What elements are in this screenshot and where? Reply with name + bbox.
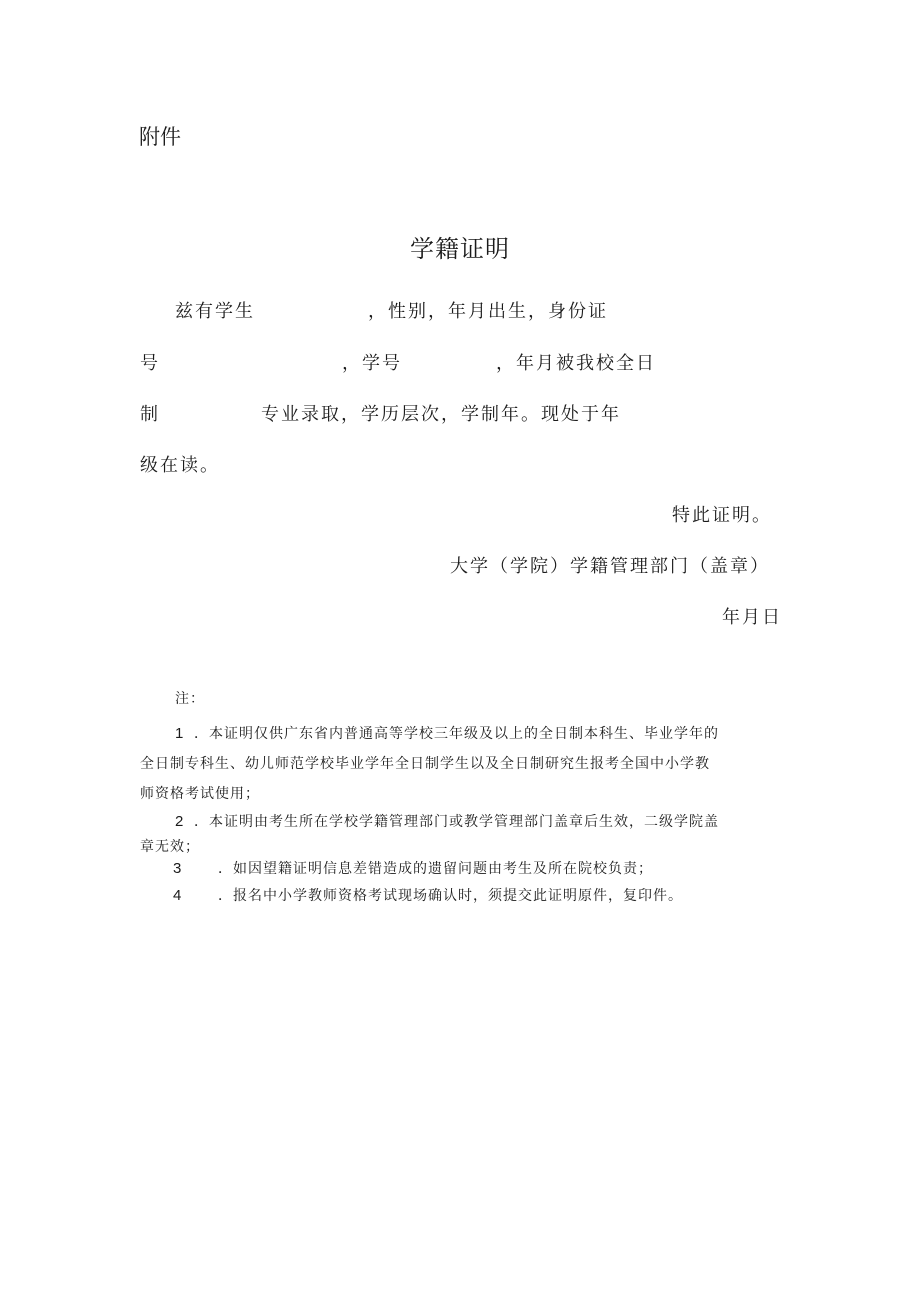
closing-statement: 特此证明。	[672, 505, 772, 526]
note-line: ．本证明由考生所在学校学籍管理部门或教学管理部门盖章后生效，二级学院盖	[194, 814, 719, 830]
issuer-seal-line: 大学（学院）学籍管理部门（盖章）	[450, 556, 770, 577]
body-line-2-part-2: ，学号	[342, 353, 402, 374]
note-number-1: 1	[175, 725, 184, 742]
body-line-4: 级在读。	[140, 455, 220, 476]
body-line-1-part-1: 兹有学生	[175, 301, 255, 322]
attachment-label: 附件	[139, 125, 181, 149]
note-number-3: 3	[173, 860, 182, 877]
note-number-2: 2	[175, 813, 184, 830]
note-line: 章无效；	[140, 839, 200, 855]
body-line-3-part-2: 专业录取，学历层次，学制年。现处于年	[261, 404, 621, 425]
note-line: 师资格考试使用；	[140, 786, 260, 802]
body-line-3-part-1: 制	[140, 404, 160, 425]
note-line: ．本证明仅供广东省内普通高等学校三年级及以上的全日制本科生、毕业学年的	[194, 726, 719, 742]
note-line: ．报名中小学教师资格考试现场确认时，须提交此证明原件，复印件。	[218, 888, 683, 904]
note-line: 全日制专科生、幼儿师范学校毕业学年全日制学生以及全日制研究生报考全国中小学教	[140, 756, 710, 772]
body-line-2-part-3: ，年月被我校全日	[496, 353, 656, 374]
body-line-2-part-1: 号	[140, 353, 160, 374]
note-number-4: 4	[173, 887, 182, 904]
notes-label: 注：	[175, 691, 205, 707]
document-title: 学籍证明	[410, 235, 510, 263]
body-line-1-part-2: ，性别，年月出生，身份证	[368, 301, 608, 322]
note-line: ．如因望籍证明信息差错造成的遗留问题由考生及所在院校负责；	[218, 861, 653, 877]
date-line: 年月日	[722, 607, 782, 628]
